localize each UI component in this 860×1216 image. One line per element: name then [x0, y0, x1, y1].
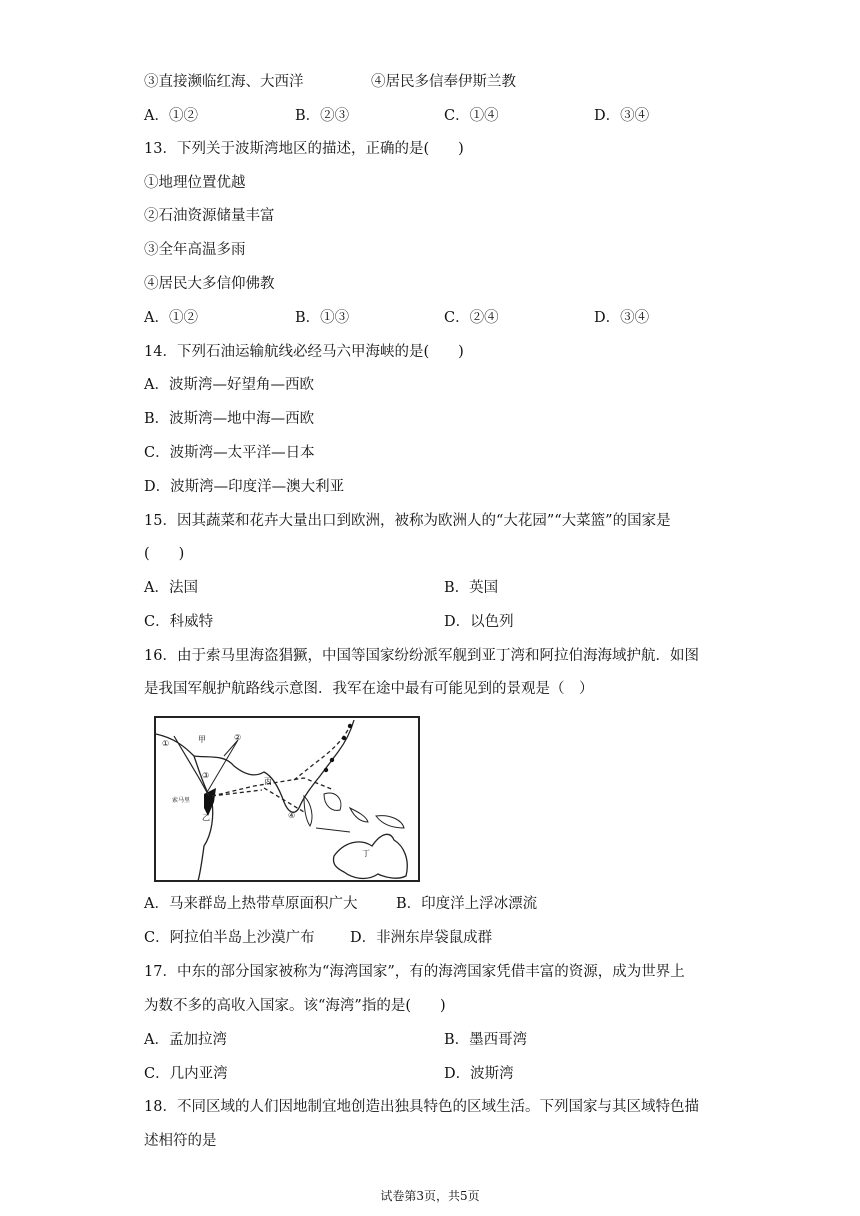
label-jia: 甲 [198, 735, 206, 744]
q18-stem-line-1: 18．不同区域的人们因地制宜地创造出独具特色的区域生活。下列国家与其区域特色描 [144, 1099, 699, 1115]
q15-stem-line-2: ( ) [144, 546, 185, 562]
label-route-4: ④ [288, 811, 296, 820]
q16-stem-line-1: 16．由于索马里海盗猖獗，中国等国家纷纷派军舰到亚丁湾和阿拉伯海海域护航．如图 [144, 648, 699, 664]
label-somalia: 索马里 [172, 797, 191, 804]
q13-option-a: A．①② [144, 310, 198, 326]
label-bing: 丙 [264, 777, 272, 786]
label-ding: 丁 [362, 849, 370, 858]
q18-stem-line-2: 述相符的是 [144, 1133, 217, 1149]
q17-option-a: A．孟加拉湾 [144, 1032, 227, 1048]
q13-stem: 13．下列关于波斯湾地区的描述，正确的是( ) [144, 141, 464, 157]
label-route-3: ③ [202, 771, 210, 780]
q15-stem-line-1: 15．因其蔬菜和花卉大量出口到欧洲，被称为欧洲人的“大花园”“大菜篮”的国家是 [144, 513, 671, 529]
q13-statement-3: ③全年高温多雨 [144, 242, 246, 258]
q12-option-b: B．②③ [295, 108, 350, 124]
q17-option-c: C．几内亚湾 [144, 1066, 228, 1082]
q13-statement-2: ②石油资源储量丰富 [144, 208, 275, 224]
q12-option-d: D．③④ [594, 108, 650, 124]
label-yi: 乙 [202, 813, 210, 822]
q16-option-b: B．印度洋上浮冰漂流 [396, 896, 538, 912]
q16-stem-line-2: 是我国军舰护航路线示意图．我军在途中最有可能见到的景观是（ ） [144, 681, 594, 697]
q14-option-a: A．波斯湾—好望角—西欧 [144, 377, 314, 393]
q13-statement-4: ④居民大多信仰佛教 [144, 276, 275, 292]
q17-stem-line-1: 17．中东的部分国家被称为“海湾国家”，有的海湾国家凭借丰富的资源，成为世界上 [144, 964, 685, 980]
label-route-2: ② [234, 733, 242, 742]
q15-option-c: C．科威特 [144, 614, 214, 630]
q17-option-d: D．波斯湾 [444, 1066, 514, 1082]
q14-stem: 14．下列石油运输航线必经马六甲海峡的是( ) [144, 344, 464, 360]
q14-option-b: B．波斯湾—地中海—西欧 [144, 411, 315, 427]
label-route-1: ① [162, 739, 170, 748]
q16-option-d: D．非洲东岸袋鼠成群 [350, 930, 493, 946]
q12-statement-4: ④居民多信奉伊斯兰教 [371, 74, 516, 90]
q14-option-c: C．波斯湾—太平洋—日本 [144, 445, 315, 461]
q13-statement-1: ①地理位置优越 [144, 175, 246, 191]
q12-option-c: C．①④ [444, 108, 499, 124]
q15-option-a: A．法国 [144, 580, 198, 596]
q17-stem-line-2: 为数不多的高收入国家。该“海湾”指的是( ) [144, 998, 446, 1014]
q15-option-b: B．英国 [444, 580, 499, 596]
escort-route-map [154, 716, 420, 882]
q17-option-b: B．墨西哥湾 [444, 1032, 528, 1048]
q13-option-c: C．②④ [444, 310, 499, 326]
q16-option-c: C．阿拉伯半岛上沙漠广布 [144, 930, 315, 946]
q14-option-d: D．波斯湾—印度洋—澳大利亚 [144, 479, 345, 495]
q13-option-d: D．③④ [594, 310, 650, 326]
q12-statement-3: ③直接濒临红海、大西洋 [144, 74, 304, 90]
q13-option-b: B．①③ [295, 310, 350, 326]
q12-option-a: A．①② [144, 108, 198, 124]
page-footer: 试卷第3页，共5页 [380, 1189, 480, 1203]
q15-option-d: D．以色列 [444, 614, 514, 630]
q16-option-a: A．马来群岛上热带草原面积广大 [144, 896, 358, 912]
